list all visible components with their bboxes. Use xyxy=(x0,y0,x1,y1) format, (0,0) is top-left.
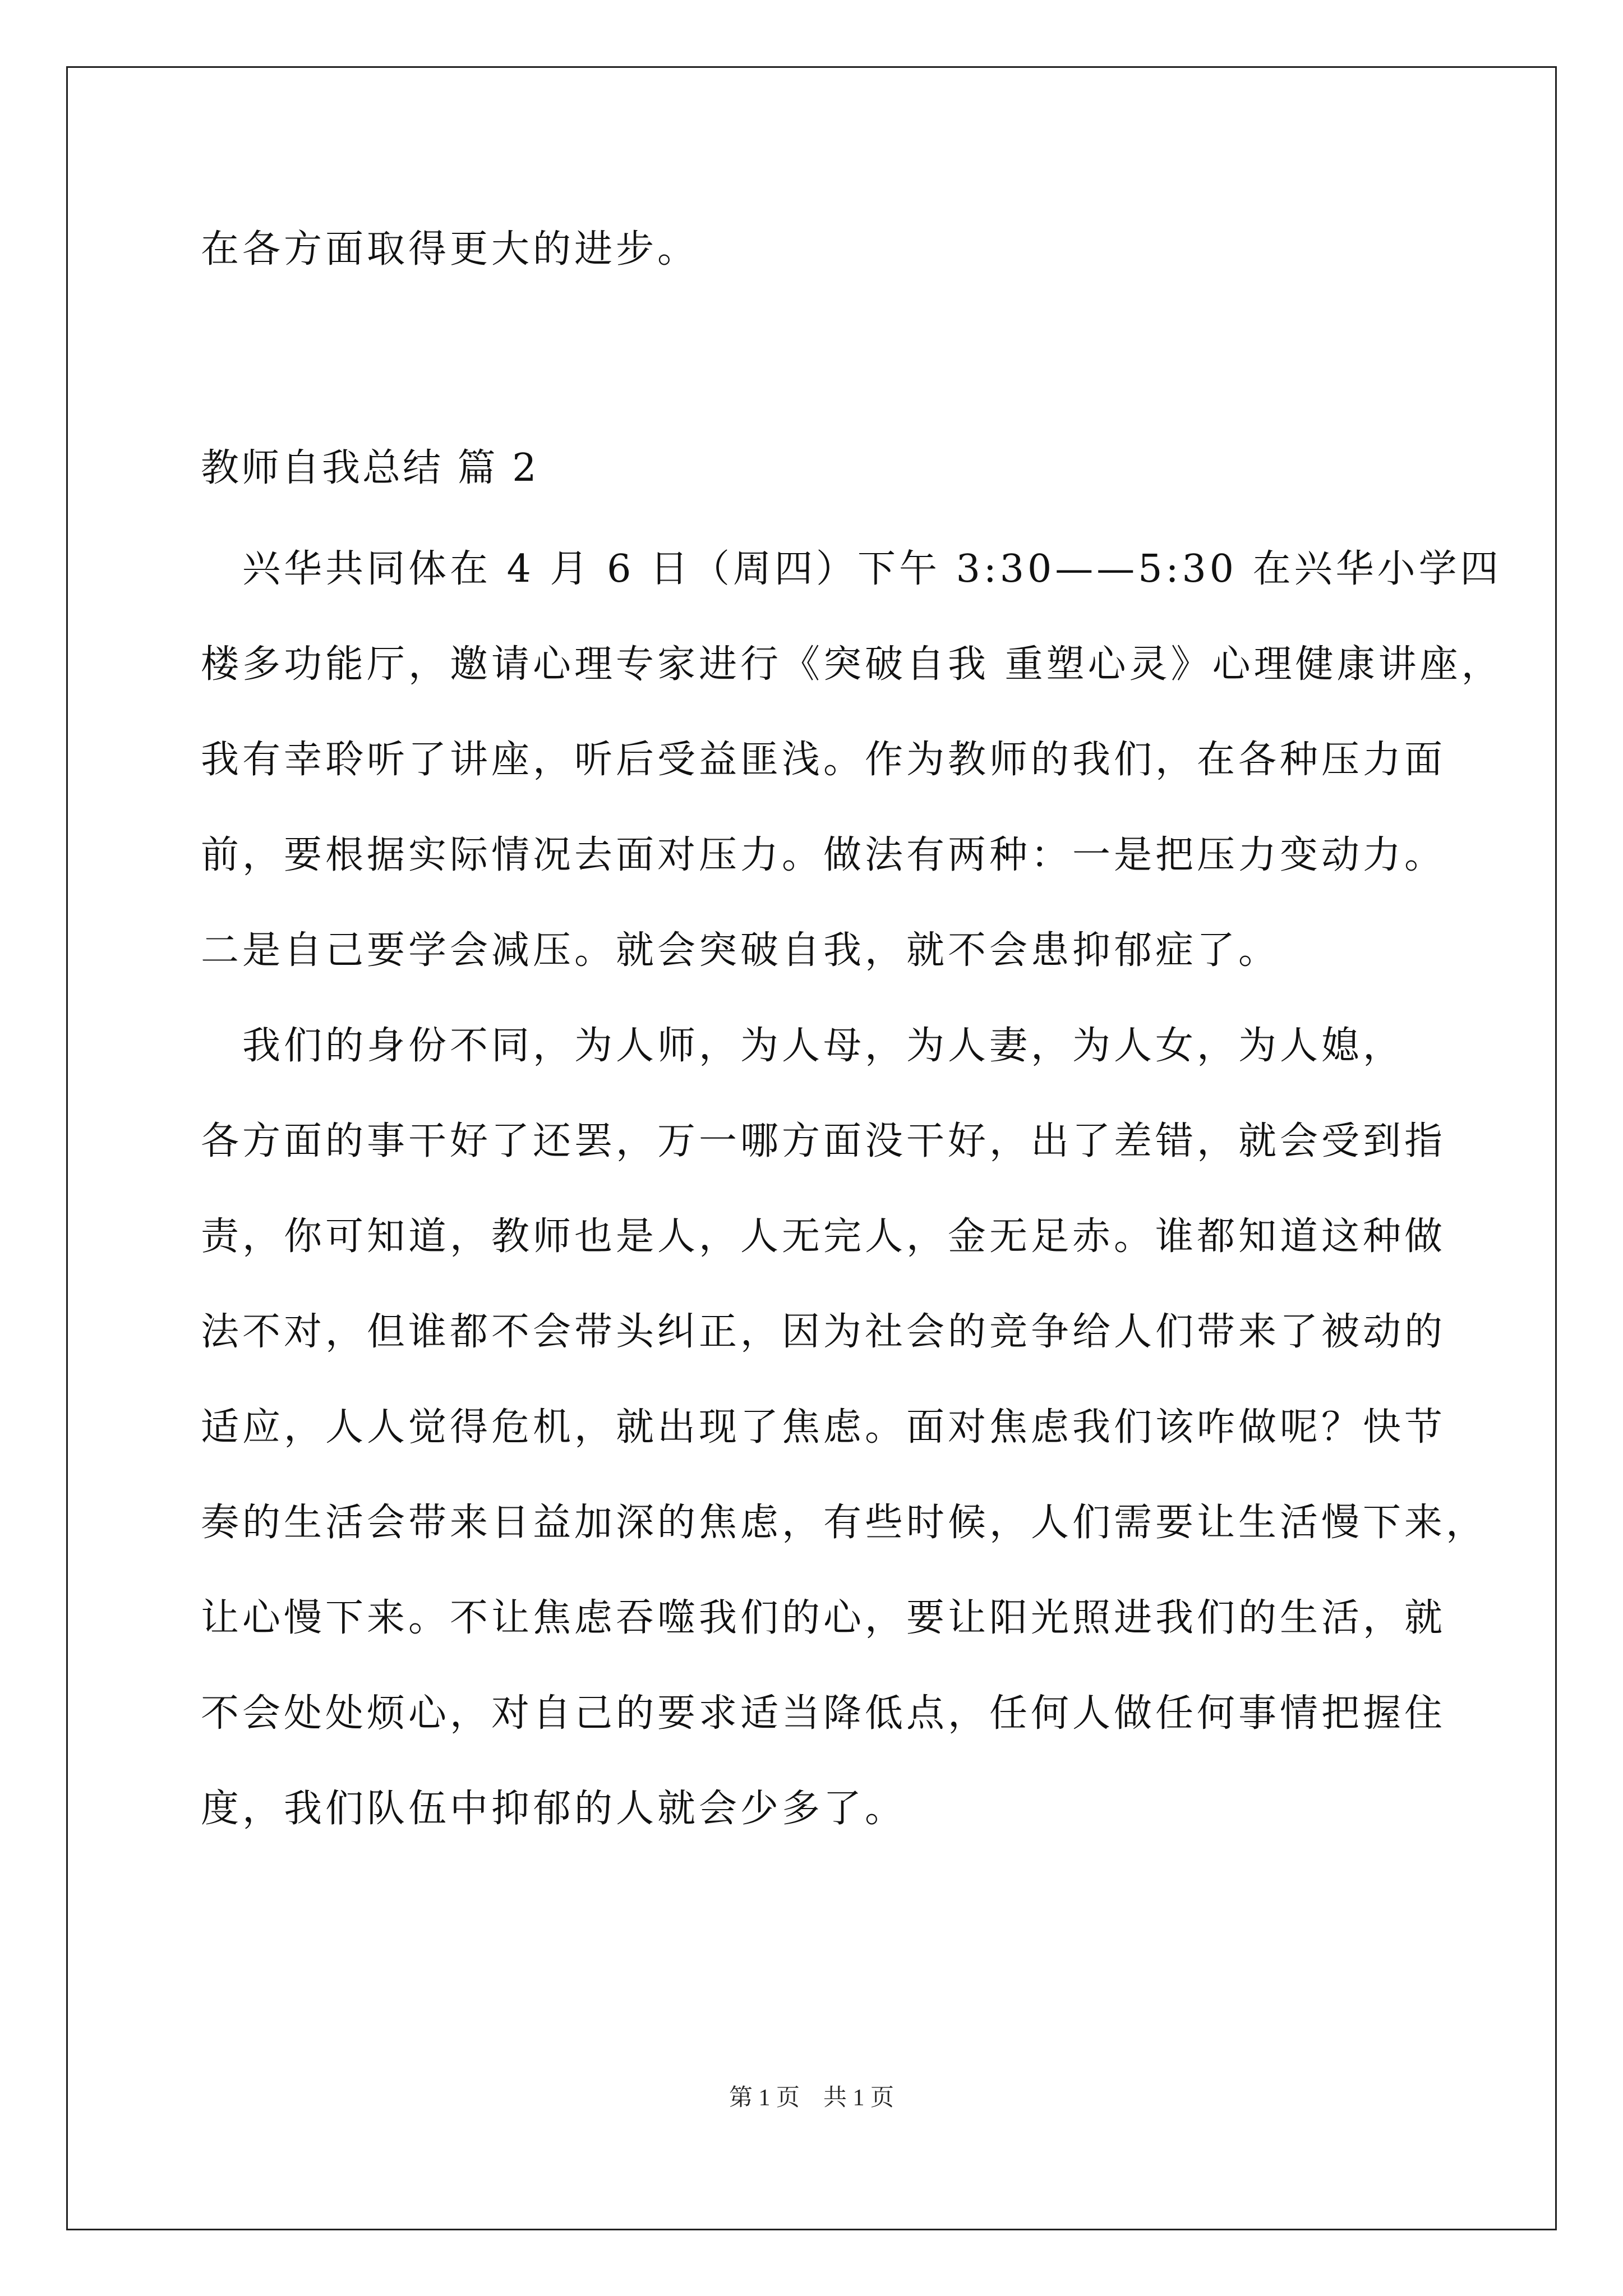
paragraph-2-line-1: 我们的身份不同，为人师，为人母，为人妻，为人女，为人媳， xyxy=(242,1024,1405,1068)
paragraph-1-line-3: 我有幸聆听了讲座，听后受益匪浅。作为教师的我们，在各种压力面 xyxy=(201,738,1446,782)
paragraph-1-line-5: 二是自己要学会减压。就会突破自我，就不会患抑郁症了。 xyxy=(201,928,1280,973)
paragraph-2-line-6: 奏的生活会带来日益加深的焦虑，有些时候，人们需要让生活慢下来， xyxy=(201,1501,1488,1545)
text-line-1: 在各方面取得更大的进步。 xyxy=(201,227,699,272)
page-footer: 第 1 页 共 1 页 xyxy=(728,2085,894,2111)
paragraph-2-line-8: 不会处处烦心，对自己的要求适当降低点，任何人做任何事情把握住 xyxy=(201,1691,1446,1736)
paragraph-1-line-2: 楼多功能厅，邀请心理专家进行《突破自我 重塑心灵》心理健康讲座， xyxy=(201,642,1503,687)
paragraph-2-line-3: 责，你可知道，教师也是人，人无完人，金无足赤。谁都知道这种做 xyxy=(201,1214,1446,1259)
paragraph-1-line-1: 兴华共同体在 4 月 6 日（周四）下午 3:30——5:30 在兴华小学四 xyxy=(242,547,1502,591)
paragraph-1-line-4: 前，要根据实际情况去面对压力。做法有两种：一是把压力变动力。 xyxy=(201,833,1446,877)
paragraph-2-line-7: 让心慢下来。不让焦虑吞噬我们的心，要让阳光照进我们的生活，就 xyxy=(201,1596,1446,1640)
section-heading: 教师自我总结 篇 2 xyxy=(201,446,539,490)
paragraph-2-line-2: 各方面的事干好了还罢，万一哪方面没干好，出了差错，就会受到指 xyxy=(201,1119,1446,1163)
paragraph-2-line-4: 法不对，但谁都不会带头纠正，因为社会的竞争给人们带来了被动的 xyxy=(201,1310,1446,1354)
paragraph-2-line-5: 适应，人人觉得危机，就出现了焦虑。面对焦虑我们该咋做呢？快节 xyxy=(201,1405,1446,1450)
paragraph-2-line-9: 度，我们队伍中抑郁的人就会少多了。 xyxy=(201,1787,907,1831)
